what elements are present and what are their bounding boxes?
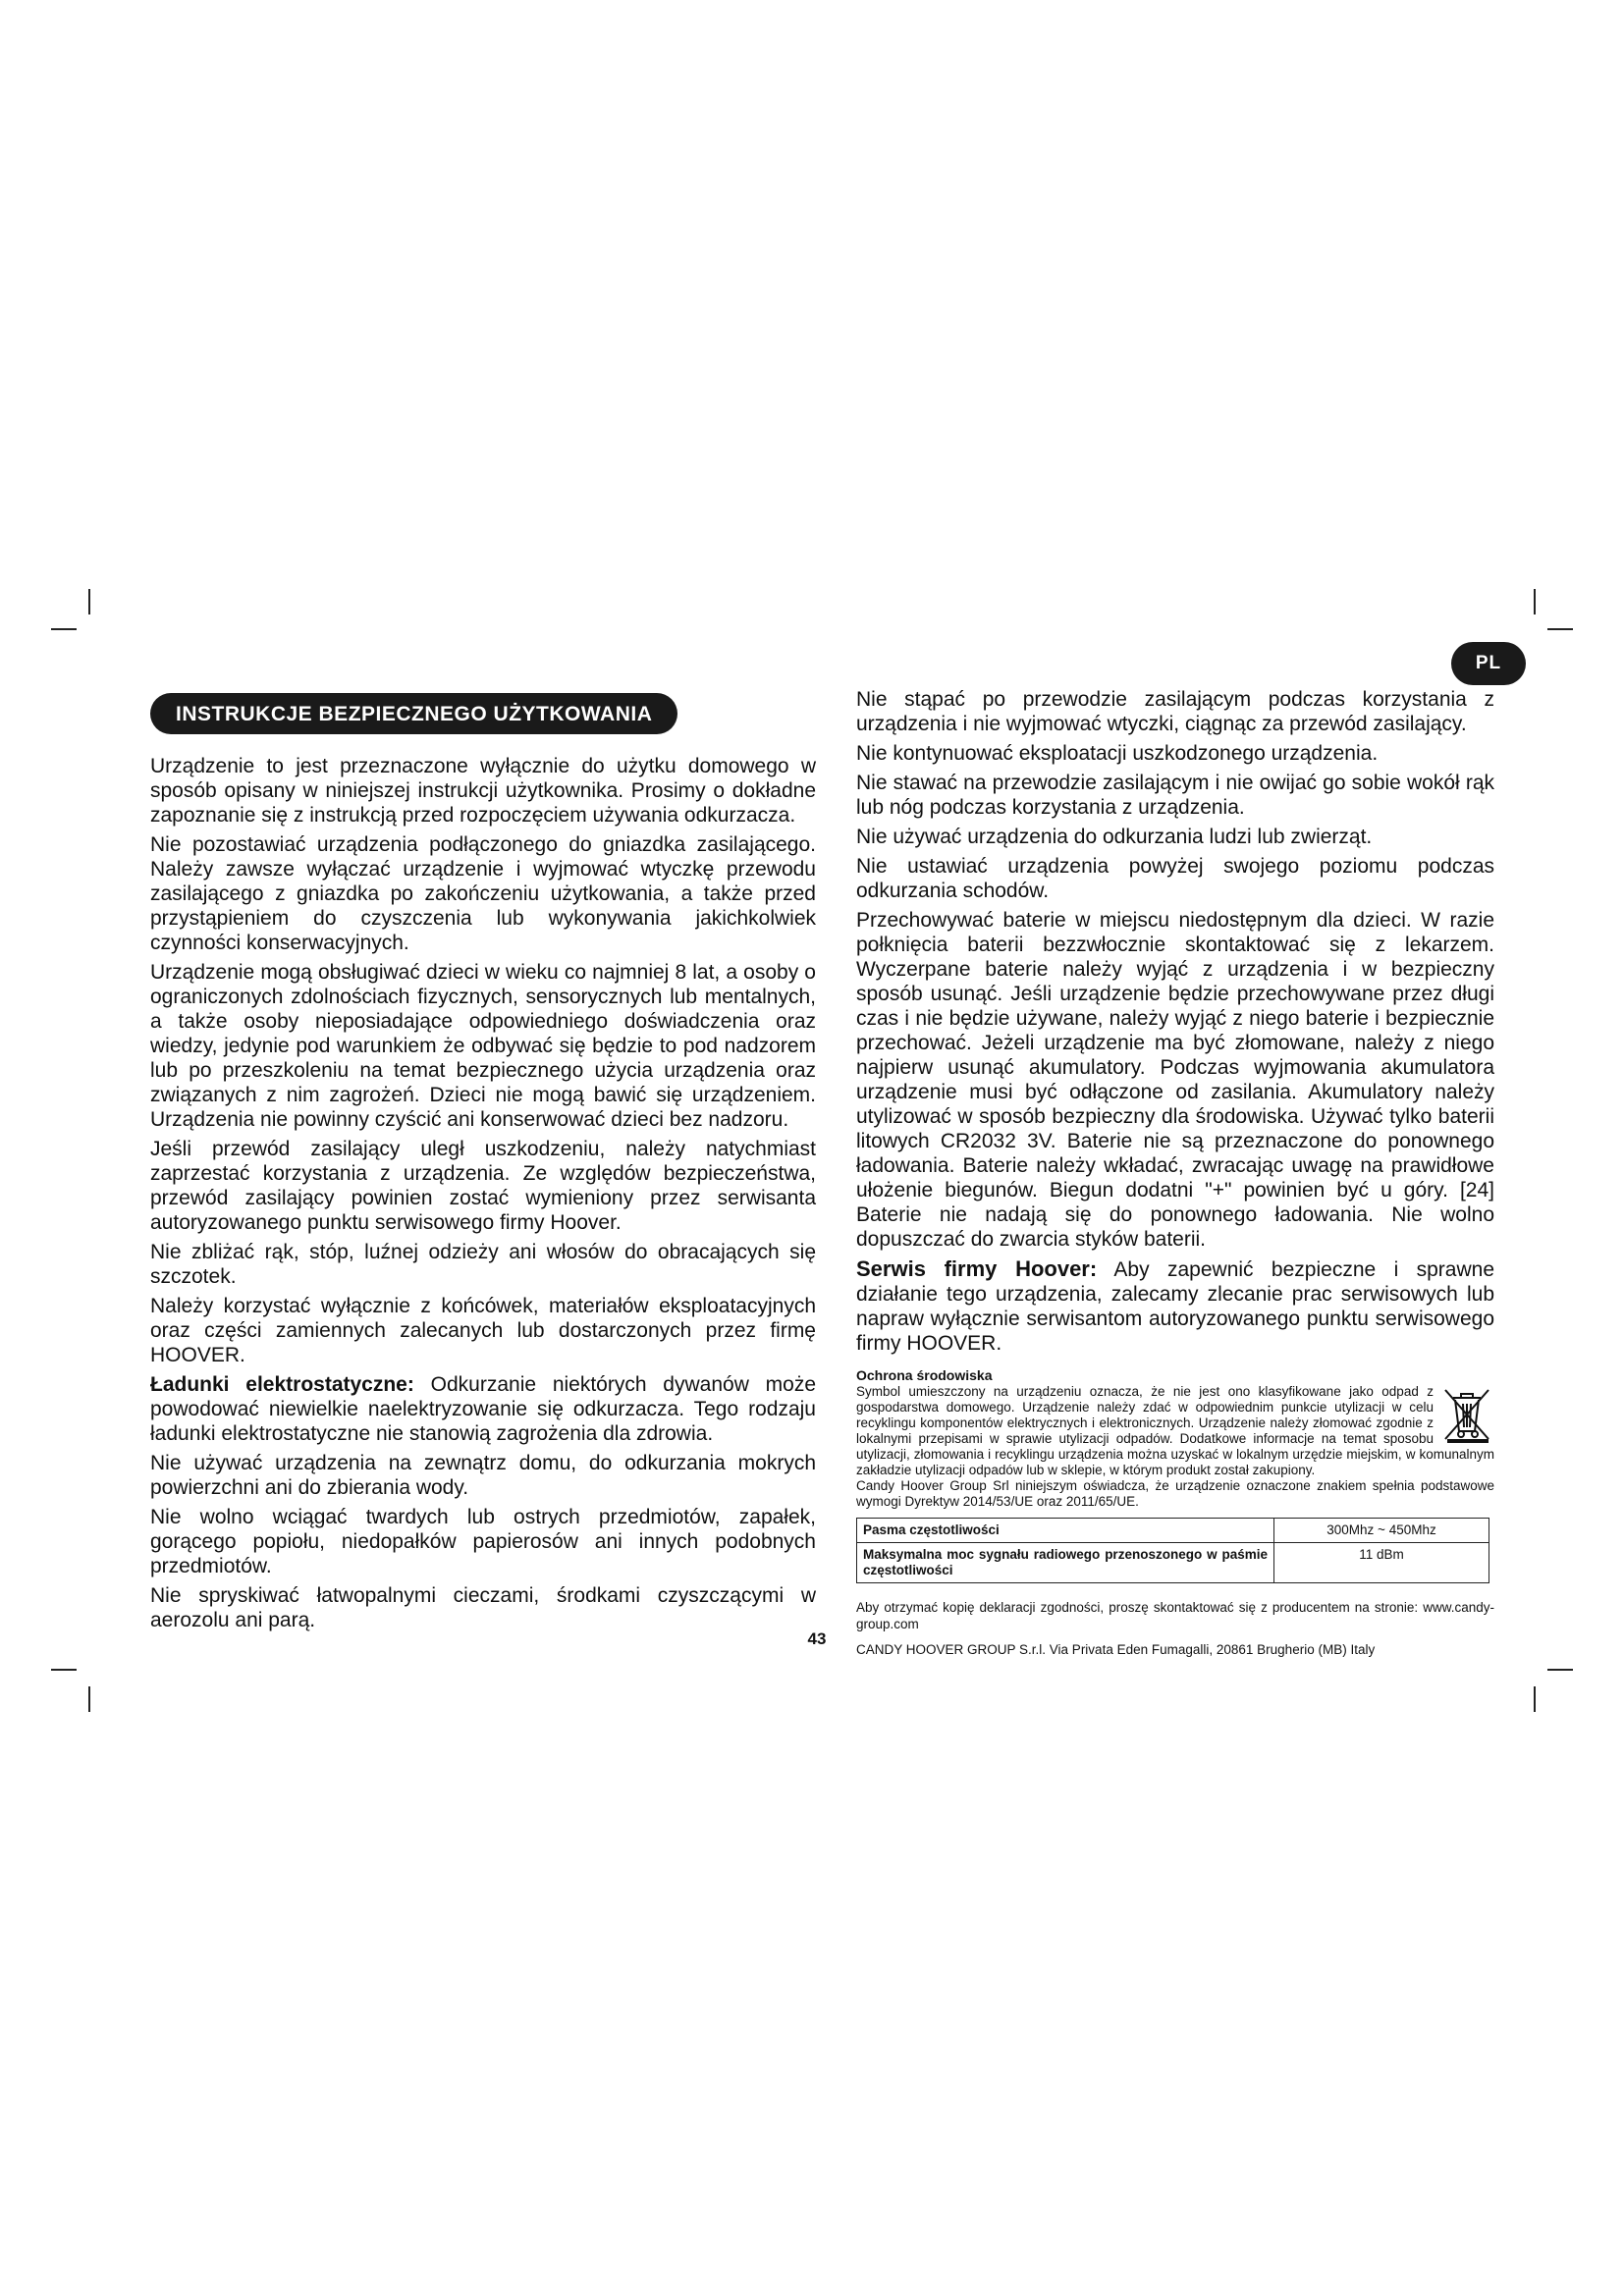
declaration-note: Aby otrzymać kopię deklaracji zgodności, proszę skontaktować się z producentem na stronie: www.candy-group.com xyxy=(856,1600,1494,1631)
environment-text: Symbol umieszczony na urządzeniu oznacza, że nie jest ono klasyfikowane jako odpad z gospodarstwa domowego. Urządzenie należy zdać w odpowiednim punkcie utylizacji w celu recyklingu komponentów elektrycznych i elektronicznych. Urządzenie należy złomować zgodnie z lokalnymi przepisami w sprawie utylizacji odpadów. Dodatkowe informacje na temat sposobu utylizacji, złomowania i recyklingu urządzenia można uzyskać w lokalnym urzędzie miejskim, w komunalnym zakładzie utylizacji odpadów lub w sklepie, w którym produkt został zakupiony. xyxy=(856,1384,1494,1477)
paragraph: Nie używać urządzenia do odkurzania ludzi lub zwierząt. xyxy=(856,826,1373,848)
static-charge-paragraph xyxy=(150,1372,816,1446)
declaration-text: Candy Hoover Group Srl niniejszym oświadcza, że urządzenie oznaczone znakiem spełnia podstawowe wymogi Dyrektyw 2014/53/UE oraz 2011/65/UE. xyxy=(856,1478,1494,1509)
crossed-bin-icon xyxy=(1439,1384,1494,1443)
crop-mark xyxy=(1534,589,1536,614)
paragraph: Należy korzystać wyłącznie z końcówek, materiałów eksploatacyjnych oraz części zamiennych zalecanych lub dostarczonych przez firmę HOOVER. xyxy=(150,1295,816,1366)
left-column xyxy=(150,693,816,1637)
paragraph: Jeśli przewód zasilający uległ uszkodzeniu, należy natychmiast zaprzestać korzystania z urządzenia. Ze względów bezpieczeństwa, przewód zasilający powinien zostać wymieniony przez serwisanta autoryzowanego punktu serwisowego firmy Hoover. xyxy=(150,1138,816,1234)
static-charge-text: Odkurzanie niektórych dywanów może powodować niewielkie naelektryzowanie się odkurzacza. Tego rodzaju ładunki elektrostatyczne nie stanowią zagrożenia dla zdrowia. xyxy=(150,1373,816,1445)
service-paragraph xyxy=(856,1256,1494,1356)
paragraph: Nie ustawiać urządzenia powyżej swojego poziomu podczas odkurzania schodów. xyxy=(856,855,1494,902)
paragraph: Nie zbliżać rąk, stóp, luźnej odzieży ani włosów do obracających się szczotek. xyxy=(150,1241,816,1288)
right-column xyxy=(856,687,1494,1658)
battery-paragraph: Przechowywać baterie w miejscu niedostępnym dla dzieci. W razie połknięcia baterii bezzwłocznie skontaktować się z lekarzem. Wyczerpane baterie należy wyjąć z urządzenia i w bezpieczny sposób usunąć. Jeśli urządzenie będzie przechowywane przez długi czas i nie będzie używane, należy wyjąć z niego baterie i bezpiecznie przechować. Jeżeli urządzenie ma być złomowane, należy z niego najpierw usunąć akumulatory. Podczas wyjmowania akumulatora urządzenie musi być odłączone od zasilania. Akumulatory należy utylizować w sposób bezpieczny dla środowiska. Używać tylko baterii litowych CR2032 3V. Baterie nie są przeznaczone do ponownego ładowania. Baterie należy wkładać, zwracając uwagę na prawidłowe ułożenie biegunów. Biegun dodatni "+" powinien być u góry. [24] Baterie nie nadają się do ponownego ładowania. Nie wolno dopuszczać do zwarcia styków baterii. xyxy=(856,909,1494,1251)
static-charge-lead: Ładunki elektrostatyczne: xyxy=(150,1373,414,1396)
table-cell-key: Maksymalna moc sygnału radiowego przenoszonego w paśmie częstotliwości xyxy=(857,1543,1274,1583)
paragraph: Nie używać urządzenia na zewnątrz domu, do odkurzania mokrych powierzchni ani do zbierania wody. xyxy=(150,1452,816,1499)
table-row xyxy=(857,1543,1489,1583)
language-tab: PL xyxy=(1451,642,1526,685)
environment-title: Ochrona środowiska xyxy=(856,1367,993,1383)
radio-spec-table xyxy=(856,1518,1489,1583)
paragraph: Urządzenie to jest przeznaczone wyłącznie do użytku domowego w sposób opisany w niniejszej instrukcji użytkownika. Prosimy o dokładne zapoznanie się z instrukcją przed rozpoczęciem używania odkurzacza. xyxy=(150,755,816,827)
crop-mark xyxy=(88,1686,90,1712)
table-cell-value: 300Mhz ~ 450Mhz xyxy=(1274,1519,1489,1543)
paragraph: Nie stawać na przewodzie zasilającym i nie owijać go sobie wokół rąk lub nóg podczas korzystania z urządzenia. xyxy=(856,772,1494,819)
section-heading: INSTRUKCJE BEZPIECZNEGO UŻYTKOWANIA xyxy=(150,693,677,734)
service-lead: Serwis firmy Hoover: xyxy=(856,1256,1098,1281)
table-row xyxy=(857,1519,1489,1543)
paragraph: Urządzenie mogą obsługiwać dzieci w wieku co najmniej 8 lat, a osoby o ograniczonych zdolnościach fizycznych, sensorycznych lub mentalnych, a także osoby nieposiadające odpowiedniego doświadczenia oraz wiedzy, jedynie pod warunkiem że odbywać się będzie to pod nadzorem lub po przeszkoleniu na temat bezpiecznego użycia urządzenia oraz związanych z nim zagrożeń. Dzieci nie mogą bawić się urządzeniem. Urządzenia nie powinny czyścić ani konserwować dzieci bez nadzoru. xyxy=(150,961,816,1131)
environment-section xyxy=(856,1367,1494,1658)
paragraph: Nie wolno wciągać twardych lub ostrych przedmiotów, zapałek, gorącego popiołu, niedopałków papierosów ani innych podobnych przedmiotów. xyxy=(150,1506,816,1577)
paragraph: Nie stąpać po przewodzie zasilającym podczas korzystania z urządzenia i nie wyjmować wtyczki, ciągnąc za przewód zasilający. xyxy=(856,688,1494,735)
crop-mark xyxy=(51,628,77,630)
crop-mark xyxy=(1547,1669,1573,1671)
page-number: 43 xyxy=(807,1629,827,1648)
crop-mark xyxy=(51,1669,77,1671)
paragraph: Nie spryskiwać łatwopalnymi cieczami, środkami czyszczącymi w aerozolu ani parą. xyxy=(150,1584,816,1631)
crop-mark xyxy=(88,589,90,614)
service-text: Aby zapewnić bezpieczne i sprawne działanie tego urządzenia, zalecamy zlecanie prac serwisowych lub napraw wyłącznie serwisantom autoryzowanego punktu serwisowego firmy HOOVER. xyxy=(856,1258,1494,1355)
crop-mark xyxy=(1547,628,1573,630)
crop-mark xyxy=(1534,1686,1536,1712)
paragraph: Nie pozostawiać urządzenia podłączonego do gniazdka zasilającego. Należy zawsze wyłączać urządzenie i wyjmować wtyczkę przewodu zasilającego z gniazdka po zakończeniu użytkowania, a także przed przystąpieniem do czyszczenia lub wykonywania jakichkolwiek czynności konserwacyjnych. xyxy=(150,833,816,954)
manufacturer-address: CANDY HOOVER GROUP S.r.l. Via Privata Eden Fumagalli, 20861 Brugherio (MB) Italy xyxy=(856,1642,1376,1657)
table-cell-value: 11 dBm xyxy=(1274,1543,1489,1583)
paragraph: Nie kontynuować eksploatacji uszkodzonego urządzenia. xyxy=(856,742,1379,765)
table-cell-key: Pasma częstotliwości xyxy=(857,1519,1274,1543)
